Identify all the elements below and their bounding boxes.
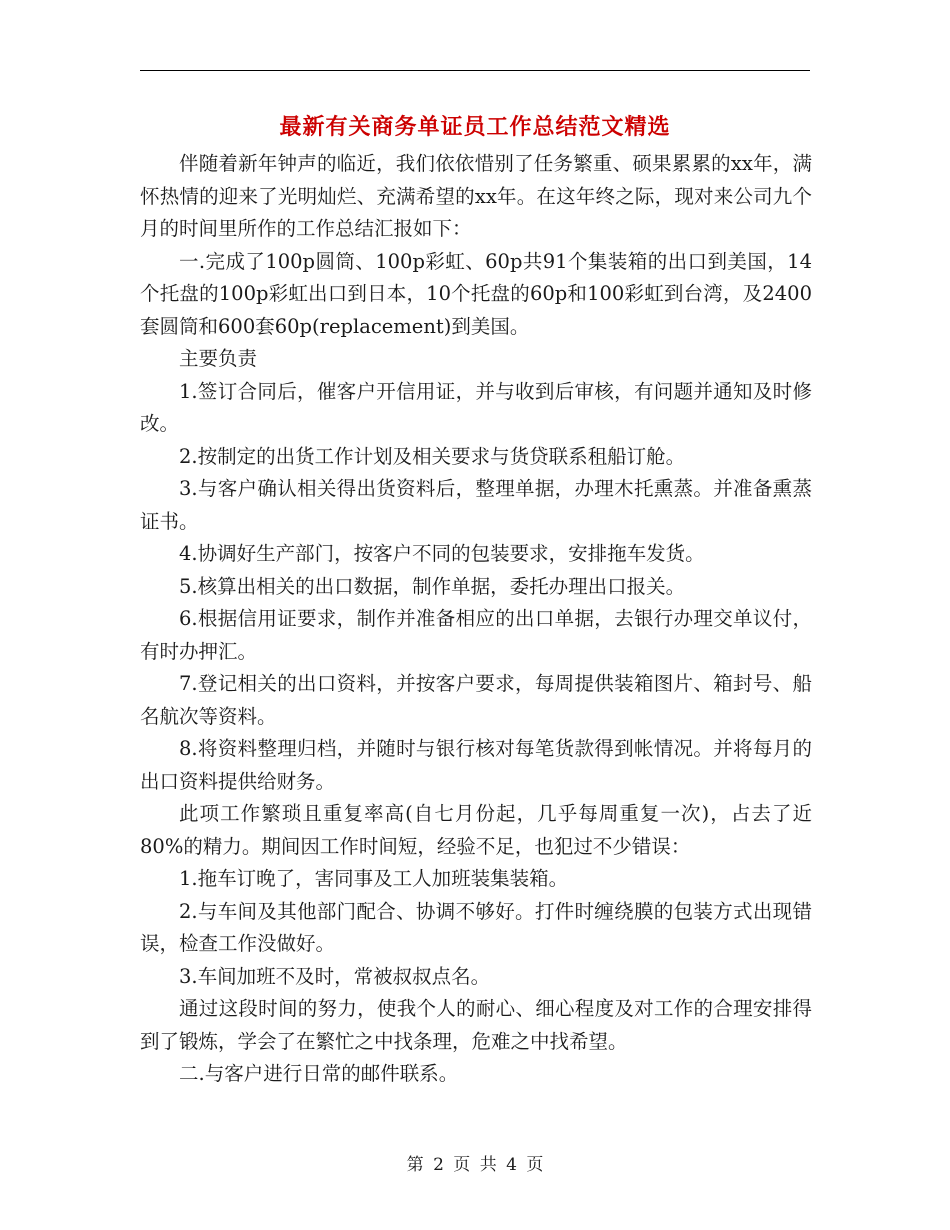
paragraph: 7.登记相关的出口资料，并按客户要求，每周提供装箱图片、箱封号、船名航次等资料。 <box>140 672 812 728</box>
paragraph: 1.拖车订晚了，害同事及工人加班装集装箱。 <box>179 867 569 890</box>
page-number: 第 2 页 共 4 页 <box>406 1155 544 1175</box>
paragraph: 2.按制定的出货工作计划及相关要求与货贷联系租船订舱。 <box>179 444 686 468</box>
paragraph: 此项工作繁琐且重复率高(自七月份起，几乎每周重复一次)，占去了近80%的精力。期间因工作时间短，经验不足，也犯过不少错误： <box>140 802 812 858</box>
paragraph: 6.根据信用证要求，制作并准备相应的出口单据，去银行办理交单议付，有时办押汇。 <box>140 607 812 663</box>
paragraph: 主要负责 <box>179 347 258 370</box>
document-body <box>140 148 812 1091</box>
paragraph: 二.与客户进行日常的邮件联系。 <box>179 1062 459 1085</box>
paragraph: 通过这段时间的努力，使我个人的耐心、细心程度及对工作的合理安排得到了锻炼，学会了在繁忙之中找条理，危难之中找希望。 <box>140 997 812 1053</box>
paragraph: 2.与车间及其他部门配合、协调不够好。打件时缠绕膜的包装方式出现错误，检查工作没做好。 <box>140 899 812 955</box>
paragraph: 1.签订合同后，催客户开信用证，并与收到后审核，有问题并通知及时修改。 <box>140 379 812 435</box>
document-title: 最新有关商务单证员工作总结范文精选 <box>279 114 671 140</box>
paragraph: 3.与客户确认相关得出货资料后，整理单据，办理木托熏蒸。并准备熏蒸证书。 <box>140 477 812 533</box>
paragraph: 伴随着新年钟声的临近，我们依依惜别了任务繁重、硕果累累的xx年，满怀热情的迎来了光明灿烂、充满希望的xx年。在这年终之际，现对来公司九个月的时间里所作的工作总结汇报如下： <box>140 152 812 240</box>
paragraph: 4.协调好生产部门，按客户不同的包装要求，安排拖车发货。 <box>179 542 705 565</box>
paragraph: 8.将资料整理归档，并随时与银行核对每笔货款得到帐情况。并将每月的出口资料提供给财务。 <box>140 737 812 793</box>
paragraph: 5.核算出相关的出口数据，制作单据，委托办理出口报关。 <box>179 574 686 598</box>
paragraph: 3.车间加班不及时，常被叔叔点名。 <box>179 964 491 988</box>
header-rule <box>140 70 810 71</box>
paragraph: 一.完成了100p圆筒、100p彩虹、60p共91个集装箱的出口到美国，14个托盘的100p彩虹出口到日本，10个托盘的60p和100彩虹到台湾，及2400套圆筒和600套60p(replacement)到美国。 <box>140 249 812 338</box>
